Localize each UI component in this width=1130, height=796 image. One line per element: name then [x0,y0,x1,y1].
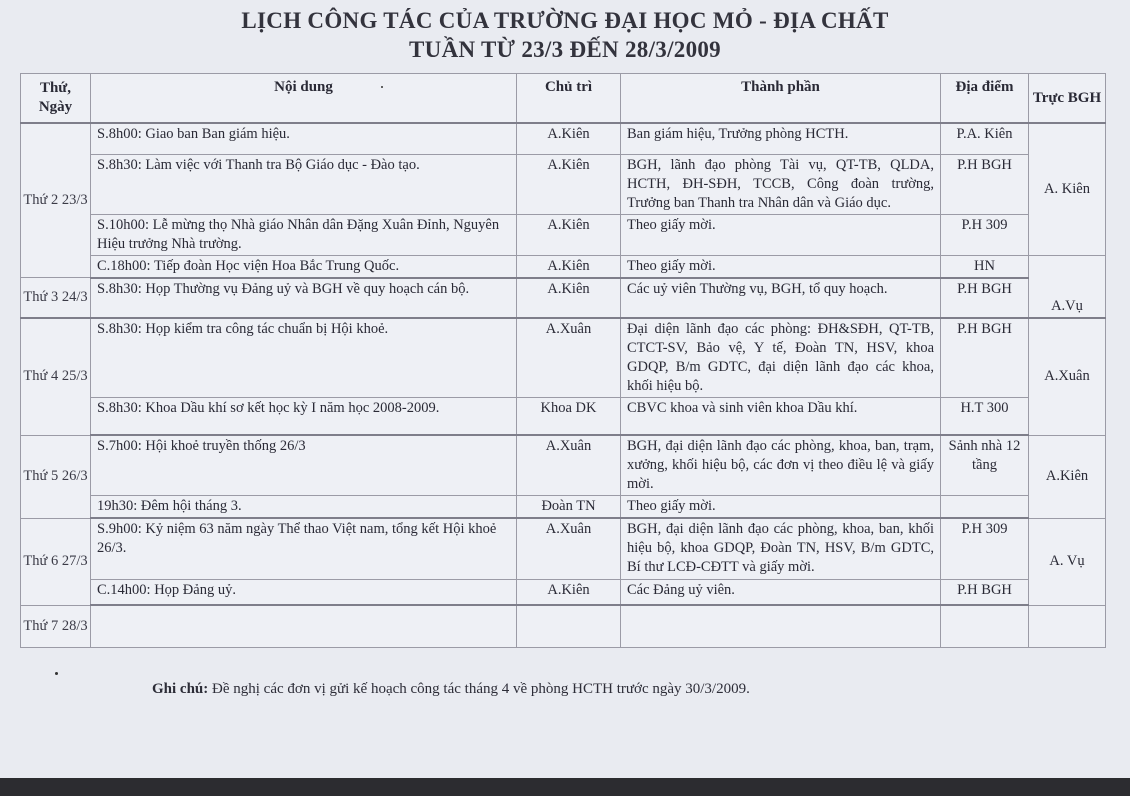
location-cell: H.T 300 [941,397,1029,435]
location-cell: P.H 309 [941,214,1029,255]
location-cell: P.H BGH [941,579,1029,605]
duty-cell: A.Xuân [1029,318,1106,436]
table-row [21,278,1106,318]
location-cell: P.H BGH [941,278,1029,318]
header-chair: Chủ trì [517,74,621,124]
chair-cell: Đoàn TN [517,496,621,519]
document-subtitle: TUẦN TỪ 23/3 ĐẾN 28/3/2009 [409,37,721,62]
content-cell: S.8h00: Giao ban Ban giám hiệu. [91,123,517,154]
scan-speck [381,86,383,88]
members-cell: Ban giám hiệu, Trưởng phòng HCTH. [621,123,941,154]
header-day: Thứ, Ngày [21,74,91,124]
day-cell: Thứ 7 28/3 [21,605,91,647]
location-cell [941,496,1029,519]
content-cell [91,605,517,647]
schedule-table [20,73,1106,648]
header-content: Nội dung [91,74,517,124]
table-row [21,397,1106,435]
location-cell: P.A. Kiên [941,123,1029,154]
content-cell: S.8h30: Họp Thường vụ Đảng uỷ và BGH về quy hoạch cán bộ. [91,278,517,318]
header-location: Địa điểm [941,74,1029,124]
scan-bottom-edge [0,778,1130,796]
table-row [21,255,1106,278]
members-cell: CBVC khoa và sinh viên khoa Dầu khí. [621,397,941,435]
duty-cell: A. Kiên [1029,123,1106,255]
content-cell: C.18h00: Tiếp đoàn Học viện Hoa Bắc Trung Quốc. [91,255,517,278]
content-cell: S.8h30: Làm việc với Thanh tra Bộ Giáo dục - Đào tạo. [91,154,517,214]
day-cell: Thứ 6 27/3 [21,518,91,605]
location-cell [941,605,1029,647]
location-cell: Sảnh nhà 12 tầng [941,435,1029,496]
chair-cell: A.Kiên [517,255,621,278]
content-cell: S.9h00: Kỷ niệm 63 năm ngày Thể thao Việt nam, tổng kết Hội khoẻ 26/3. [91,518,517,579]
table-row [21,318,1106,398]
table-row [21,154,1106,214]
chair-cell: A.Kiên [517,154,621,214]
scan-speck [55,672,58,675]
chair-cell [517,605,621,647]
duty-cell [1029,605,1106,647]
document-title: LỊCH CÔNG TÁC CỦA TRƯỜNG ĐẠI HỌC MỎ - ĐỊA CHẤT [241,8,889,33]
members-cell: BGH, đại diện lãnh đạo các phòng, khoa, ban, trạm, xưởng, khối hiệu bộ, các đơn vị theo điều lệ và giấy mời. [621,435,941,496]
table-row [21,123,1106,154]
table-header-row [21,74,1106,124]
header-duty: Trực BGH [1029,74,1106,124]
footnote-text: Đề nghị các đơn vị gửi kế hoạch công tác tháng 4 về phòng HCTH trước ngày 30/3/2009. [208,681,750,697]
content-cell: C.14h00: Họp Đảng uỷ. [91,579,517,605]
duty-cell: A.Vụ [1029,255,1106,318]
location-cell: HN [941,255,1029,278]
members-cell: Đại diện lãnh đạo các phòng: ĐH&SĐH, QT-TB, CTCT-SV, Bảo vệ, Y tế, Đoàn TN, HSV, khoa GDQP, B/m GDTC, đại diện lãnh đạo các khoa, khối hiệu bộ. [621,318,941,398]
duty-cell: A. Vụ [1029,518,1106,605]
chair-cell: A.Xuân [517,318,621,398]
table-row [21,605,1106,647]
content-cell: S.8h30: Họp kiểm tra công tác chuẩn bị Hội khoẻ. [91,318,517,398]
location-cell: P.H BGH [941,318,1029,398]
chair-cell: Khoa DK [517,397,621,435]
day-cell: Thứ 4 25/3 [21,318,91,436]
chair-cell: A.Kiên [517,214,621,255]
members-cell: Các uỷ viên Thường vụ, BGH, tổ quy hoạch. [621,278,941,318]
members-cell: Theo giấy mời. [621,255,941,278]
location-cell: P.H BGH [941,154,1029,214]
table-row [21,496,1106,519]
members-cell: BGH, lãnh đạo phòng Tài vụ, QT-TB, QLDA, HCTH, ĐH-SĐH, TCCB, Công đoàn trường, Trưởng ban Thanh tra Nhân dân và Giáo dục. [621,154,941,214]
table-row [21,518,1106,579]
footnote-label: Ghi chú: [152,681,209,697]
chair-cell: A.Kiên [517,123,621,154]
footnote [152,681,750,698]
duty-cell: A.Kiên [1029,435,1106,518]
location-cell: P.H 309 [941,518,1029,579]
table-row [21,214,1106,255]
content-cell: S.10h00: Lễ mừng thọ Nhà giáo Nhân dân Đặng Xuân Đỉnh, Nguyên Hiệu trưởng Nhà trường. [91,214,517,255]
members-cell [621,605,941,647]
day-cell: Thứ 2 23/3 [21,123,91,278]
members-cell: Theo giấy mời. [621,496,941,519]
day-cell: Thứ 5 26/3 [21,435,91,518]
members-cell: Các Đảng uỷ viên. [621,579,941,605]
day-cell: Thứ 3 24/3 [21,278,91,318]
header-members: Thành phần [621,74,941,124]
content-cell: S.7h00: Hội khoẻ truyền thống 26/3 [91,435,517,496]
chair-cell: A.Kiên [517,579,621,605]
members-cell: Theo giấy mời. [621,214,941,255]
content-cell: 19h30: Đêm hội tháng 3. [91,496,517,519]
chair-cell: A.Xuân [517,518,621,579]
content-cell: S.8h30: Khoa Dầu khí sơ kết học kỳ I năm học 2008-2009. [91,397,517,435]
table-row [21,435,1106,496]
chair-cell: A.Kiên [517,278,621,318]
members-cell: BGH, đại diện lãnh đạo các phòng, khoa, ban, khối hiệu bộ, khoa GDQP, Đoàn TN, HSV, B/m GDTC, Bí thư LCĐ-CĐTT và giấy mời. [621,518,941,579]
chair-cell: A.Xuân [517,435,621,496]
table-row [21,579,1106,605]
